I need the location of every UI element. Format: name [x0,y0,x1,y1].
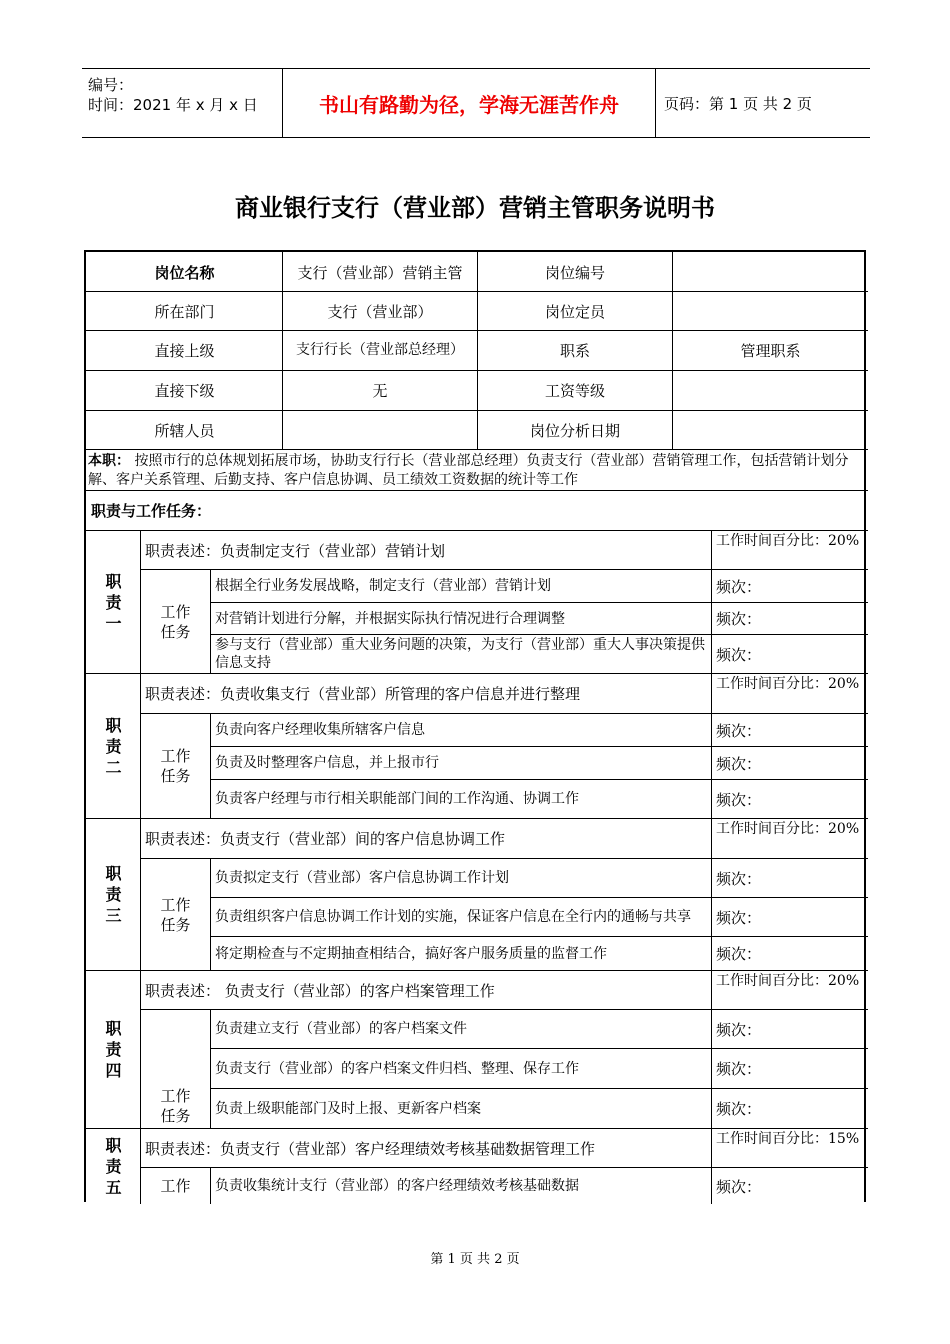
frequency-cell: 频次： [716,645,762,664]
info-cell [673,371,868,410]
title-char: 职 [105,1019,122,1038]
responsibility-title [87,1129,140,1204]
task-item: 负责组织客户信息协调工作计划的实施，保证客户信息在全行内的通畅与共享 [215,909,691,925]
task-label: 工作任务 [160,1087,191,1125]
title-char: 责 [105,885,122,904]
title-char: 二 [105,757,122,777]
duty-label: 本职： [88,453,130,469]
task-item: 负责支行（营业部）的客户档案文件归档、整理、保存工作 [215,1060,579,1077]
info-cell [283,411,477,449]
frequency-cell: 频次： [716,577,762,596]
info-cell: 工资等级 [544,382,605,400]
work-time-percent: 工作时间百分比：20% [716,821,860,837]
task-item: 负责收集统计支行（营业部）的客户经理绩效考核基础数据 [215,1178,579,1194]
responsibility-title [87,531,140,673]
frequency-cell: 频次： [716,1100,762,1118]
responsibility-statement: 职责表述：负责制定支行（营业部）营销计划 [145,541,446,560]
table-rule [672,252,673,449]
info-cell: 岗位分析日期 [529,421,620,440]
info-cell [673,292,868,330]
info-cell: 岗位名称 [154,263,215,282]
task-label: 工作任务 [160,602,191,641]
task-item: 负责拟定支行（营业部）客户信息协调工作计划 [215,870,509,886]
title-char: 职 [105,715,122,735]
task-item: 参与支行（营业部）重大业务问题的决策，为支行（营业部）重大人事决策提供信息支持 [215,637,705,671]
task-item: 负责及时整理客户信息，并上报市行 [215,755,439,771]
info-cell [673,411,868,449]
header-motto: 书山有路勤为径，学海无涯苦作舟 [282,69,656,137]
document-title: 商业银行支行（营业部）营销主管职务说明书 [235,194,715,222]
tasks-heading: 职责与工作任务： [91,502,212,520]
task-item: 负责客户经理与市行相关职能部门间的工作沟通、协调工作 [215,791,579,807]
page-header [82,68,870,138]
header-meta [88,75,258,115]
title-char: 责 [105,1040,122,1059]
table-rule [86,449,868,450]
doc-number: 编号： [88,76,134,94]
job-description-table [84,250,866,1202]
table-rule [282,252,283,449]
frequency-cell: 频次： [716,1177,762,1196]
title-char: 三 [105,906,122,925]
title-char: 五 [105,1178,122,1197]
task-item: 将定期检查与不定期抽查相结合，搞好客户服务质量的监督工作 [215,945,607,962]
frequency-cell: 频次： [716,610,762,628]
info-cell: 管理职系 [740,342,801,360]
frequency-cell: 频次： [716,1020,762,1039]
info-cell: 无 [372,382,388,400]
info-cell: 直接上级 [154,342,215,360]
task-item: 负责建立支行（营业部）的客户档案文件 [215,1021,467,1037]
title-char: 四 [105,1061,122,1080]
info-cell: 岗位定员 [544,302,605,321]
header-page-info: 页码：第 1 页 共 2 页 [664,94,812,113]
responsibility-title [87,819,140,970]
info-cell: 岗位编号 [544,263,605,282]
title-char: 责 [105,736,122,756]
work-time-percent: 工作时间百分比：20% [716,676,860,692]
frequency-cell: 频次： [716,790,762,809]
duty-text: 按照市行的总体规划拓展市场，协助支行行长（营业部总经理）负责支行（营业部）营销管理工作，包括营销计划分解、客户关系管理、后勤支持、客户信息协调、员工绩效工资数据的统计等工作 [88,453,849,488]
work-time-percent: 工作时间百分比：15% [716,1131,860,1147]
responsibility-statement: 职责表述： 负责支行（营业部）的客户档案管理工作 [145,981,495,1000]
frequency-cell: 频次： [716,945,762,963]
responsibility-title [87,971,140,1128]
page-footer: 第 1 页 共 2 页 [430,1252,520,1267]
work-time-percent: 工作时间百分比：20% [716,533,860,549]
frequency-cell: 频次： [716,754,762,773]
title-char: 一 [105,613,122,633]
task-label: 工作 [160,1177,191,1195]
info-cell [673,253,868,291]
title-char: 职 [105,1136,122,1155]
title-char: 职 [105,864,122,883]
work-time-percent: 工作时间百分比：20% [716,973,860,989]
responsibility-statement: 职责表述：负责支行（营业部）间的客户信息协调工作 [145,830,506,848]
responsibility-statement: 职责表述：负责支行（营业部）客户经理绩效考核基础数据管理工作 [145,1139,596,1158]
frequency-cell: 频次： [716,721,762,740]
table-rule [477,252,478,449]
title-char: 职 [105,571,122,591]
info-cell: 支行（营业部） [327,302,433,321]
responsibility-title [87,674,140,818]
info-cell: 直接下级 [154,382,215,400]
frequency-cell: 频次： [716,869,762,888]
task-item: 负责上级职能部门及时上报、更新客户档案 [215,1100,481,1117]
frequency-cell: 频次： [716,908,762,927]
task-item: 对营销计划进行分解，并根据实际执行情况进行合理调整 [215,610,565,627]
info-cell: 职系 [559,342,590,360]
task-label: 工作任务 [160,747,191,785]
info-cell: 所在部门 [154,302,215,321]
task-item: 负责向客户经理收集所辖客户信息 [215,722,425,738]
info-cell: 所辖人员 [154,421,215,440]
info-cell: 支行（营业部）营销主管 [297,263,463,282]
task-label: 工作任务 [160,895,191,934]
task-item: 根据全行业务发展战略，制定支行（营业部）营销计划 [215,578,551,594]
responsibility-statement: 职责表述：负责收集支行（营业部）所管理的客户信息并进行整理 [145,685,581,703]
title-char: 责 [105,592,122,612]
info-cell: 支行行长（营业部总经理） [296,342,464,358]
title-char: 责 [105,1157,122,1176]
doc-date: 时间：2021 年 x 月 x 日 [88,96,258,114]
frequency-cell: 频次： [716,1060,762,1078]
duty-summary [88,452,864,490]
